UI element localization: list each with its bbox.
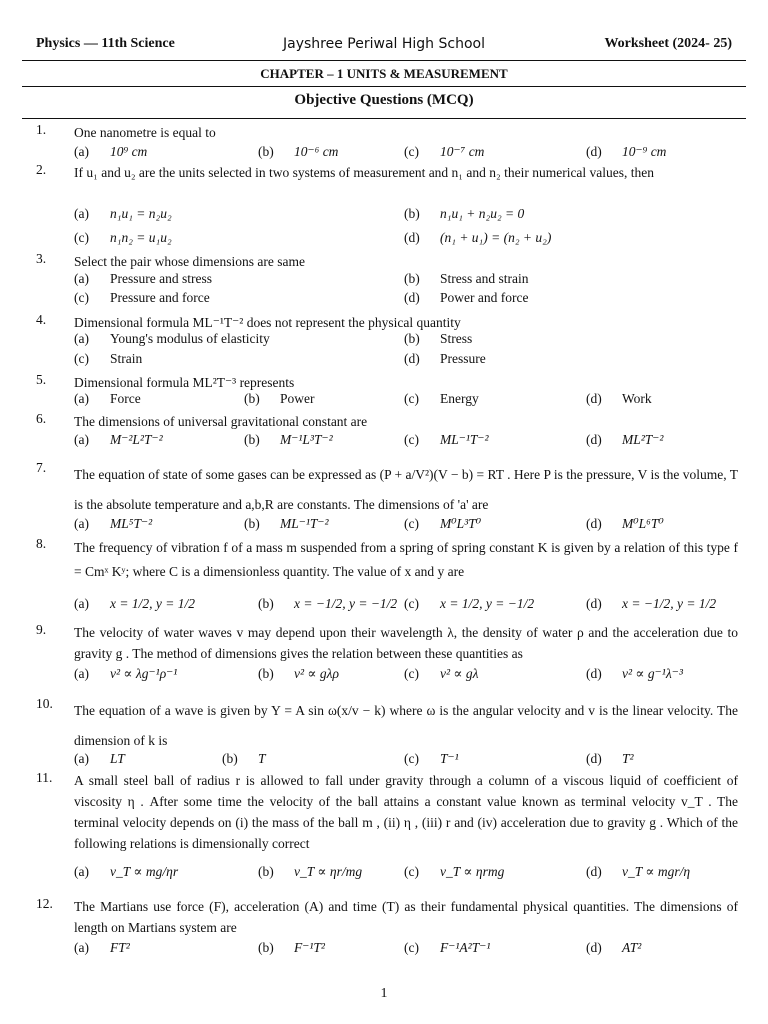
option-d[interactable]: (d) x = −1/2, y = 1/2 bbox=[586, 596, 717, 611]
chapter-title: CHAPTER – 1 UNITS & MEASUREMENT bbox=[260, 66, 508, 81]
options-row bbox=[74, 596, 738, 616]
options-row bbox=[74, 864, 738, 884]
option-a[interactable]: (a) v² ∝ λg⁻¹ρ⁻¹ bbox=[74, 666, 178, 681]
option-a[interactable]: (a) Pressure and stress bbox=[74, 271, 212, 286]
option-d[interactable]: (d) (n₁ + u₁) = (n₂ + u₂) bbox=[404, 230, 552, 245]
options-row bbox=[74, 432, 738, 452]
options-row bbox=[74, 144, 738, 164]
option-b[interactable]: (b) Stress and strain bbox=[404, 271, 529, 286]
option-c[interactable]: (c) 10⁻⁷ cm bbox=[404, 144, 485, 159]
section-divider bbox=[22, 118, 746, 119]
question-text: Select the pair whose dimensions are same bbox=[74, 254, 305, 269]
option-a[interactable]: (a) Young's modulus of elasticity bbox=[74, 331, 270, 346]
option-c[interactable]: (c) x = 1/2, y = −1/2 bbox=[404, 596, 535, 611]
option-b[interactable]: (b) T bbox=[222, 751, 266, 766]
options-row bbox=[74, 391, 738, 411]
question-number: 6. bbox=[36, 411, 47, 426]
school-name: Jayshree Periwal High School bbox=[283, 36, 485, 52]
option-c[interactable]: (c) Strain bbox=[74, 351, 143, 366]
option-d[interactable]: (d) v² ∝ g⁻¹λ⁻³ bbox=[586, 666, 683, 681]
option-d[interactable]: (d) v_T ∝ mgr/η bbox=[586, 864, 691, 879]
option-b[interactable]: (b) M⁻¹L³T⁻² bbox=[244, 432, 333, 447]
question-text: If u₁ and u₂ are the units selected in two systems of measurement and n₁ and n₂ their numerical values, then bbox=[74, 165, 655, 180]
option-b[interactable]: (b) v_T ∝ ηr/mg bbox=[258, 864, 363, 879]
option-a[interactable]: (a) LT bbox=[74, 751, 125, 766]
options-row bbox=[74, 516, 738, 536]
option-d[interactable]: (d) Pressure bbox=[404, 351, 486, 366]
option-a[interactable]: (a) 10⁹ cm bbox=[74, 144, 148, 159]
option-a[interactable]: (a) n₁u₁ = n₂u₂ bbox=[74, 206, 172, 221]
subject-label: Physics — 11th Science bbox=[36, 36, 175, 51]
option-a[interactable]: (a) Force bbox=[74, 391, 141, 406]
question-number: 1. bbox=[36, 122, 47, 137]
option-a[interactable]: (a) ML⁵T⁻² bbox=[74, 516, 153, 531]
question-text: The Martians use force (F), acceleration (A) and time (T) as their fundamental physical quantities. The dimensions of length on Martians system are bbox=[74, 899, 738, 935]
option-b[interactable]: (b) ML⁻¹T⁻² bbox=[244, 516, 329, 531]
question-number: 7. bbox=[36, 460, 47, 475]
question-number: 5. bbox=[36, 372, 47, 387]
option-d[interactable]: (d) Power and force bbox=[404, 290, 529, 305]
option-b[interactable]: (b) F⁻¹T² bbox=[258, 940, 325, 955]
option-a[interactable]: (a) FT² bbox=[74, 940, 130, 955]
option-a[interactable]: (a) x = 1/2, y = 1/2 bbox=[74, 596, 195, 611]
options-row bbox=[74, 666, 738, 686]
option-c[interactable]: (c) T⁻¹ bbox=[404, 751, 459, 766]
option-d[interactable]: (d) T² bbox=[586, 751, 634, 766]
option-c[interactable]: (c) ML⁻¹T⁻² bbox=[404, 432, 489, 447]
options-row bbox=[74, 751, 738, 771]
option-b[interactable]: (b) Power bbox=[244, 391, 315, 406]
option-c[interactable]: (c) n₁n₂ = u₁u₂ bbox=[74, 230, 172, 245]
question-text: The velocity of water waves v may depend upon their wavelength λ, the density of water ρ and the acceleration due to gravity g . The method of dimensions gives the relation between these quantities as bbox=[74, 625, 738, 661]
page-header bbox=[36, 36, 732, 56]
option-c[interactable]: (c) M⁰L³T⁰ bbox=[404, 516, 482, 531]
question-text: The dimensions of universal gravitational constant are bbox=[74, 414, 368, 429]
option-d[interactable]: (d) 10⁻⁹ cm bbox=[586, 144, 667, 159]
option-b[interactable]: (b) n₁u₁ + n₂u₂ = 0 bbox=[404, 206, 525, 221]
question-text: The equation of state of some gases can be expressed as (P + a/V²)(V − b) = RT . Here P is the pressure, V is the volume, T is the absolute temperature and a,b,R are constants. The dimensions of 'a' are bbox=[74, 467, 738, 512]
question-number: 12. bbox=[36, 896, 53, 911]
option-c[interactable]: (c) F⁻¹A²T⁻¹ bbox=[404, 940, 491, 955]
worksheet-label: Worksheet (2024- 25) bbox=[604, 36, 732, 51]
question-number: 10. bbox=[36, 696, 53, 711]
question-text: The frequency of vibration f of a mass m suspended from a spring of spring constant K is given by a relation of this type f = Cmˣ Kʸ; where C is a dimensionless quantity. The value of x and y are bbox=[74, 540, 738, 579]
question-number: 8. bbox=[36, 536, 47, 551]
page-number: 1 bbox=[380, 986, 388, 1001]
question-text: Dimensional formula ML⁻¹T⁻² does not represent the physical quantity bbox=[74, 315, 461, 330]
chapter-divider bbox=[22, 86, 746, 87]
option-a[interactable]: (a) M⁻²L²T⁻² bbox=[74, 432, 163, 447]
option-b[interactable]: (b) x = −1/2, y = −1/2 bbox=[258, 596, 398, 611]
question-text: The equation of a wave is given by Y = A sin ω(x/v − k) where ω is the angular velocity and v is the linear velocity. The dimension of k is bbox=[74, 703, 738, 748]
option-d[interactable]: (d) ML²T⁻² bbox=[586, 432, 664, 447]
options-row bbox=[74, 230, 738, 250]
options-row bbox=[74, 271, 738, 291]
options-row bbox=[74, 206, 738, 226]
option-c[interactable]: (c) Pressure and force bbox=[74, 290, 210, 305]
question-text: One nanometre is equal to bbox=[74, 125, 216, 140]
option-d[interactable]: (d) AT² bbox=[586, 940, 642, 955]
question-text: A small steel ball of radius r is allowed to fall under gravity through a column of a viscous liquid of coefficient of viscosity η . After some time the velocity of the ball attains a constant value known as terminal velocity v_T . The terminal velocity depends on (i) the mass of the ball m , (ii) η , (iii) r and (iv) acceleration due to gravity g . Which of the following relations is dimensionally correct bbox=[74, 773, 738, 851]
option-b[interactable]: (b) Stress bbox=[404, 331, 473, 346]
question-number: 9. bbox=[36, 622, 47, 637]
options-row bbox=[74, 331, 738, 351]
option-c[interactable]: (c) v² ∝ gλ bbox=[404, 666, 479, 681]
options-row bbox=[74, 940, 738, 960]
options-row bbox=[74, 351, 738, 371]
header-divider bbox=[22, 60, 746, 61]
option-c[interactable]: (c) Energy bbox=[404, 391, 479, 406]
question-number: 11. bbox=[36, 770, 53, 785]
question-text: Dimensional formula ML²T⁻³ represents bbox=[74, 375, 295, 390]
option-b[interactable]: (b) 10⁻⁶ cm bbox=[258, 144, 339, 159]
section-title: Objective Questions (MCQ) bbox=[294, 92, 474, 108]
options-row bbox=[74, 290, 738, 310]
question-number: 2. bbox=[36, 162, 47, 177]
question-number: 4. bbox=[36, 312, 47, 327]
question-number: 3. bbox=[36, 251, 47, 266]
option-d[interactable]: (d) M⁰L⁶T⁰ bbox=[586, 516, 664, 531]
option-c[interactable]: (c) v_T ∝ ηrmg bbox=[404, 864, 505, 879]
option-a[interactable]: (a) v_T ∝ mg/ηr bbox=[74, 864, 179, 879]
option-b[interactable]: (b) v² ∝ gλρ bbox=[258, 666, 340, 681]
option-d[interactable]: (d) Work bbox=[586, 391, 652, 406]
